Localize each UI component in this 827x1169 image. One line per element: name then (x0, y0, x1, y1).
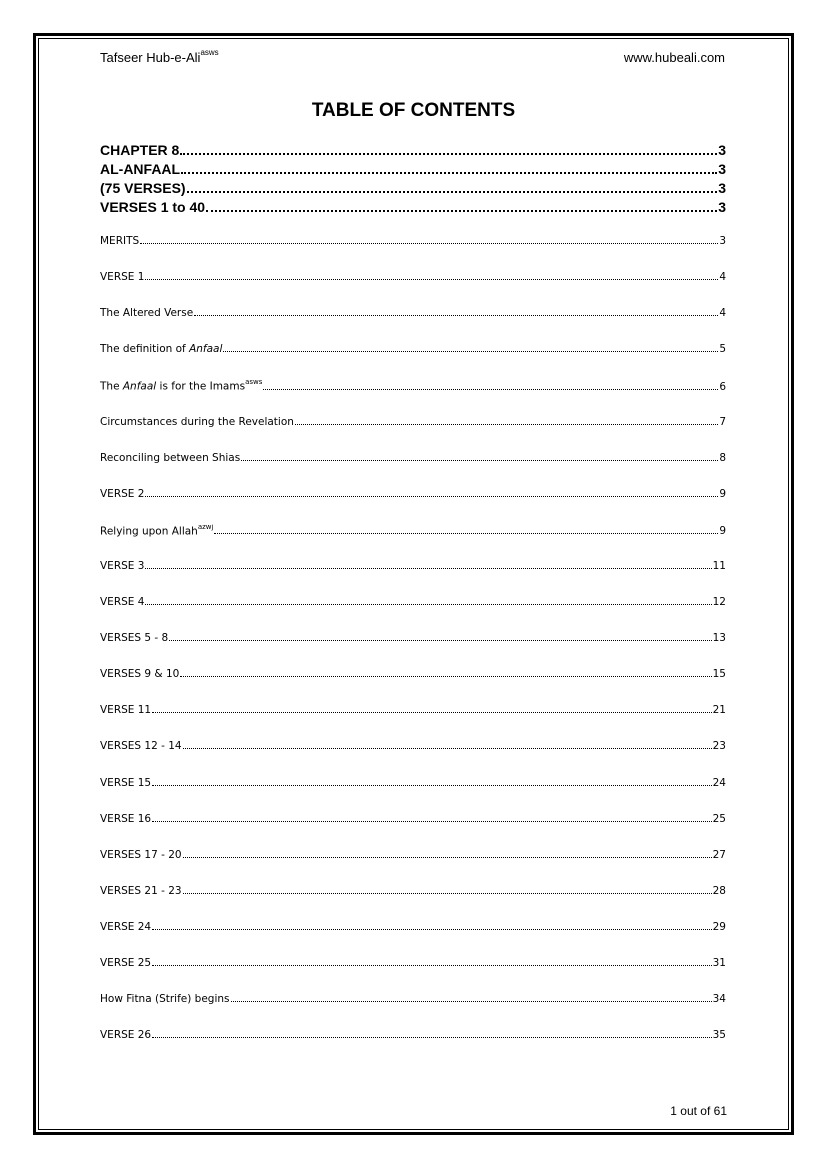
toc-entry-page: 3 (718, 161, 726, 177)
toc-entry[interactable] (100, 235, 726, 250)
toc-entry-page: 3 (718, 199, 726, 215)
toc-leader-dots (295, 418, 718, 424)
toc-leader-dots (145, 490, 718, 496)
toc-entry[interactable] (100, 199, 726, 218)
toc-entry-page: 31 (712, 957, 726, 969)
header-book-title: Tafseer Hub-e-Ali$^{asws}$ (100, 48, 219, 65)
toc-entry-label: CHAPTER 8 (100, 142, 180, 158)
toc-entry[interactable] (100, 668, 726, 683)
toc-entry[interactable] (100, 1029, 726, 1044)
toc-entry-label: VERSE 16 (100, 812, 152, 825)
toc-entry-page: 12 (712, 596, 726, 608)
toc-entry-label: Reconciling between Shias (100, 451, 241, 464)
toc-entry-label: How Fitna (Strife) begins (100, 993, 230, 1006)
toc-entry[interactable] (100, 740, 726, 755)
toc-entry[interactable] (100, 957, 726, 972)
toc-leader-dots (206, 203, 717, 212)
toc-entry[interactable] (100, 813, 726, 828)
toc-entry[interactable] (100, 142, 726, 161)
toc-entry[interactable] (100, 993, 726, 1008)
toc-leader-dots (145, 563, 711, 569)
toc-entry-page: 3 (718, 180, 726, 196)
toc-entry-label: Relying upon Allah$^{azwj}$ (100, 523, 214, 538)
toc-leader-dots (183, 888, 712, 894)
toc-entry[interactable] (100, 416, 726, 431)
toc-entry-label: The definition of Anfaal (100, 343, 223, 356)
toc-leader-dots (140, 238, 718, 244)
page-number: 1 out of 61 (670, 1104, 727, 1118)
toc-entry-page: 5 (719, 343, 726, 356)
toc-entry-label: MERITS (100, 235, 140, 247)
toc-entry-label: VERSES 9 & 10 (100, 668, 180, 681)
toc-leader-dots (152, 815, 712, 821)
toc-entry-page: 6 (719, 380, 726, 393)
toc-entry[interactable] (100, 161, 726, 180)
toc-entry-page: 3 (719, 235, 726, 247)
toc-leader-dots (152, 779, 712, 785)
toc-entry-page: 11 (712, 559, 726, 572)
toc-entry-page: 25 (712, 812, 726, 825)
toc-entry-label: VERSE 2 (100, 487, 145, 500)
toc-entry[interactable] (100, 885, 726, 900)
toc-entry-label: VERSE 24 (100, 920, 152, 933)
toc-entry-label: VERSE 11 (100, 704, 152, 717)
toc-entry-label: VERSE 15 (100, 776, 152, 789)
toc-entry-label: VERSES 17 - 20 (100, 848, 182, 861)
toc-leader-dots (183, 851, 712, 857)
toc-leader-dots (263, 384, 718, 390)
toc-entry-label: AL-ANFAAL (100, 161, 181, 177)
toc-entry[interactable] (100, 180, 726, 199)
toc-entry-label: VERSES 21 - 23 (100, 884, 182, 897)
toc-entry[interactable] (100, 488, 726, 503)
toc-entry[interactable] (100, 632, 726, 647)
toc-leader-dots (152, 960, 712, 966)
toc-entry[interactable] (100, 307, 726, 322)
toc-leader-dots (152, 924, 712, 930)
toc-entry-page: 35 (712, 1029, 726, 1042)
toc-entry-page: 24 (712, 776, 726, 789)
toc-entry[interactable] (100, 596, 726, 611)
toc-entry-page: 27 (712, 848, 726, 861)
toc-leader-dots (241, 454, 718, 460)
toc-leader-dots (223, 346, 718, 352)
toc-entry[interactable] (100, 524, 726, 539)
toc-entry-page: 29 (712, 920, 726, 933)
toc-entry-label: VERSES 12 - 14 (100, 740, 182, 753)
toc-leader-dots (187, 184, 718, 193)
toc-entry-page: 4 (719, 307, 726, 320)
toc-entry[interactable] (100, 921, 726, 936)
toc-entry-page: 7 (719, 415, 726, 428)
toc-entry-label: VERSES 5 - 8 (100, 632, 169, 645)
toc-entry-page: 3 (718, 142, 726, 158)
toc-entry[interactable] (100, 704, 726, 719)
toc-leader-dots (152, 707, 712, 713)
toc-leader-dots (194, 310, 718, 316)
toc-leader-dots (181, 165, 717, 174)
toc-entry[interactable] (100, 452, 726, 467)
toc-entry[interactable] (100, 271, 726, 286)
toc-entry[interactable] (100, 379, 726, 394)
toc-leader-dots (145, 599, 711, 605)
toc-entry-label: Circumstances during the Revelation (100, 415, 294, 428)
toc-entry[interactable] (100, 777, 726, 792)
toc-leader-dots (169, 635, 711, 641)
toc-entry-label: VERSE 3 (100, 559, 145, 572)
toc-entry-page: 34 (712, 993, 726, 1006)
header-website[interactable]: www.hubeali.com (623, 50, 725, 65)
toc-leader-dots (231, 996, 712, 1002)
toc-entry-label: VERSE 26 (100, 1029, 152, 1042)
toc-entry-label: VERSES 1 to 40 (100, 199, 206, 215)
toc-entry[interactable] (100, 849, 726, 864)
toc-entry[interactable] (100, 343, 726, 358)
toc-leader-dots (183, 743, 712, 749)
toc-leader-dots (214, 528, 718, 534)
toc-leader-dots (180, 146, 717, 155)
toc-leader-dots (180, 671, 711, 677)
toc-entry-label: VERSE 25 (100, 957, 152, 969)
toc-entry-label: VERSE 1 (100, 271, 145, 284)
toc-entry-page: 13 (712, 632, 726, 645)
toc-entry-page: 15 (712, 668, 726, 681)
toc-leader-dots (152, 1032, 712, 1038)
toc-entry-page: 28 (712, 884, 726, 897)
toc-entry[interactable] (100, 560, 726, 575)
toc-entry-page: 23 (712, 740, 726, 753)
toc-entry-label: VERSE 4 (100, 596, 145, 608)
toc-entry-label: (75 VERSES) (100, 180, 186, 196)
toc-entry-page: 9 (719, 525, 726, 538)
toc-entry-label: The Altered Verse (100, 307, 194, 320)
page-title: TABLE OF CONTENTS (311, 100, 516, 121)
toc-entry-page: 4 (719, 271, 726, 284)
toc-leader-dots (145, 274, 718, 280)
toc-entry-page: 8 (719, 451, 726, 464)
toc-entry-label: The Anfaal is for the Imams$^{asws}$ (100, 379, 263, 393)
toc-entry-page: 21 (712, 704, 726, 717)
toc-entry-page: 9 (719, 487, 726, 500)
